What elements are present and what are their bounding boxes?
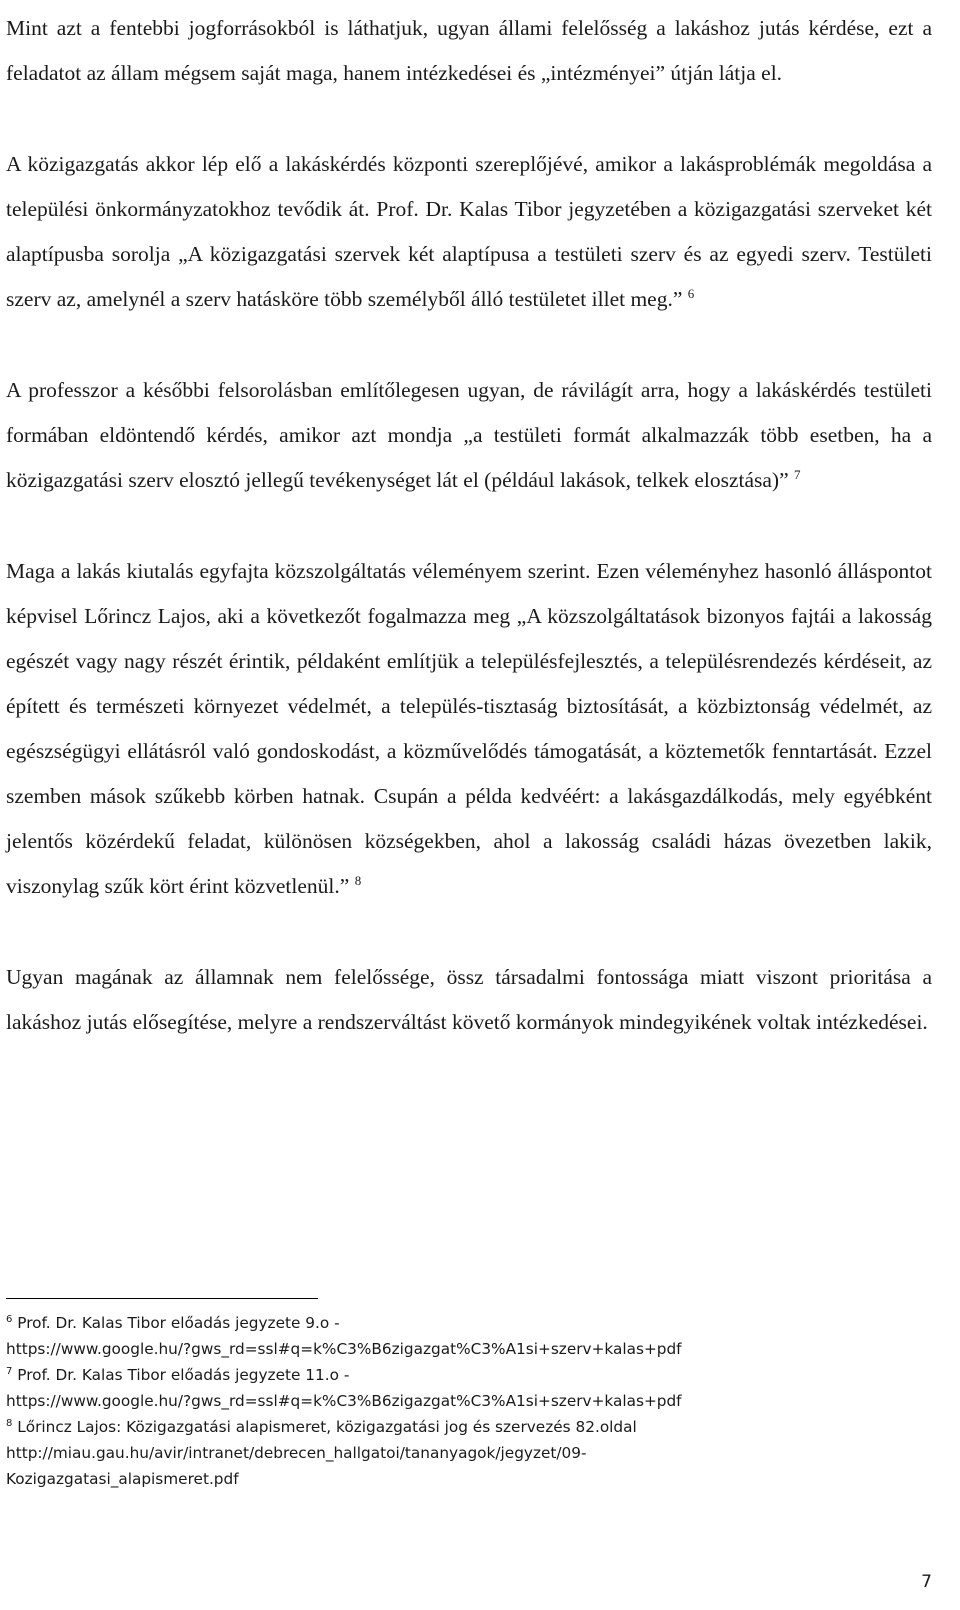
footnote-line — [6, 1414, 906, 1440]
footnote-separator — [6, 1298, 318, 1299]
footnote-reference[interactable]: 8 — [354, 872, 362, 888]
footnote-marker: 8 — [6, 1417, 13, 1429]
footnote-text: Lőrincz Lajos: Közigazgatási alapismeret, közigazgatási jog és szervezés 82.oldal — [12, 1418, 637, 1436]
footnote-text: Prof. Dr. Kalas Tibor előadás jegyzete 9.o - — [12, 1314, 340, 1332]
paragraph-text: Ugyan magának az államnak nem felelőssége, össz társadalmi fontossága miatt viszont prioritása a lakáshoz jutás elősegítése, melyre a rendszerváltást követő kormányok mindegyikének voltak intézkedései. — [6, 965, 932, 1034]
footnote-link[interactable]: http://miau.gau.hu/avir/intranet/debrecen_hallgatoi/tananyagok/jegyzet/09- — [6, 1444, 587, 1462]
paragraph-4 — [6, 549, 932, 909]
paragraph-text: A professzor a későbbi felsorolásban említőlegesen ugyan, de rávilágít arra, hogy a lakáskérdés testületi formában eldöntendő kérdés, amikor azt mondja „a testületi formát alkalmazzák több esetben, ha a közigazgatási szerv elosztó jellegű tevékenységet lát el (például lakások, telkek elosztása)” — [6, 378, 932, 492]
footnote-link[interactable]: https://www.google.hu/?gws_rd=ssl#q=k%C3%B6zigazgat%C3%A1si+szerv+kalas+pdf — [6, 1392, 682, 1410]
footnote-line[interactable] — [6, 1336, 906, 1362]
footnote-reference[interactable]: 6 — [687, 285, 695, 301]
paragraph-spacer — [6, 503, 932, 549]
paragraph-text: Maga a lakás kiutalás egyfajta közszolgáltatás véleményem szerint. Ezen véleményhez hasonló álláspontot képvisel Lőrincz Lajos, aki a következőt fogalmazza meg „A közszolgáltatások bizonyos fajtái a lakosság egészét vagy nagy részét érintik, példaként említjük a településfejlesztés, a településrendezés kérdéseit, az épített és természeti környezet védelmét, a település-tisztaság biztosítását, a közbiztonság védelmét, az egészségügyi ellátásról való gondoskodást, a közművelődés támogatását, a köztemetők fenntartását. Ezzel szemben mások szűkebb körben hatnak. Csupán a példa kedvéért: a lakásgazdálkodás, mely egyébként jelentős közérdekű feladat, különösen községekben, ahol a lakosság családi házas övezetben lakik, viszonylag szűk kört érint közvetlenül.” — [6, 559, 932, 898]
paragraph-1 — [6, 6, 932, 96]
footnote-line[interactable] — [6, 1388, 906, 1414]
paragraph-3 — [6, 368, 932, 503]
paragraph-5 — [6, 955, 932, 1045]
paragraph-spacer — [6, 96, 932, 142]
footnotes — [6, 1310, 906, 1492]
paragraph-text: Mint azt a fentebbi jogforrásokból is láthatjuk, ugyan állami felelősség a lakáshoz jutás kérdése, ezt a feladatot az állam mégsem saját maga, hanem intézkedései és „intézményei” útján látja el. — [6, 16, 932, 85]
footnote-line — [6, 1362, 906, 1388]
footnote-marker: 6 — [6, 1313, 13, 1325]
document-page — [6, 6, 932, 1045]
footnote-link[interactable]: Kozigazgatasi_alapismeret.pdf — [6, 1470, 239, 1488]
page-number: 7 — [921, 1572, 932, 1592]
footnote-text: Prof. Dr. Kalas Tibor előadás jegyzete 11.o - — [12, 1366, 350, 1384]
footnote-line[interactable] — [6, 1440, 906, 1466]
footnote-marker: 7 — [6, 1365, 13, 1377]
paragraph-spacer — [6, 322, 932, 368]
paragraph-text: A közigazgatás akkor lép elő a lakáskérdés központi szereplőjévé, amikor a lakásproblémák megoldása a települési önkormányzatokhoz tevődik át. Prof. Dr. Kalas Tibor jegyzetében a közigazgatási szerveket két alaptípusba sorolja „A közigazgatási szervek két alaptípusa a testületi szerv és az egyedi szerv. Testületi szerv az, amelynél a szerv hatásköre több személyből álló testületet illet meg.” — [6, 152, 932, 311]
footnote-link[interactable]: https://www.google.hu/?gws_rd=ssl#q=k%C3%B6zigazgat%C3%A1si+szerv+kalas+pdf — [6, 1340, 682, 1358]
paragraph-spacer — [6, 909, 932, 955]
footnote-reference[interactable]: 7 — [794, 466, 801, 482]
footnote-line — [6, 1310, 906, 1336]
paragraph-2 — [6, 142, 932, 322]
footnote-line[interactable] — [6, 1466, 906, 1492]
